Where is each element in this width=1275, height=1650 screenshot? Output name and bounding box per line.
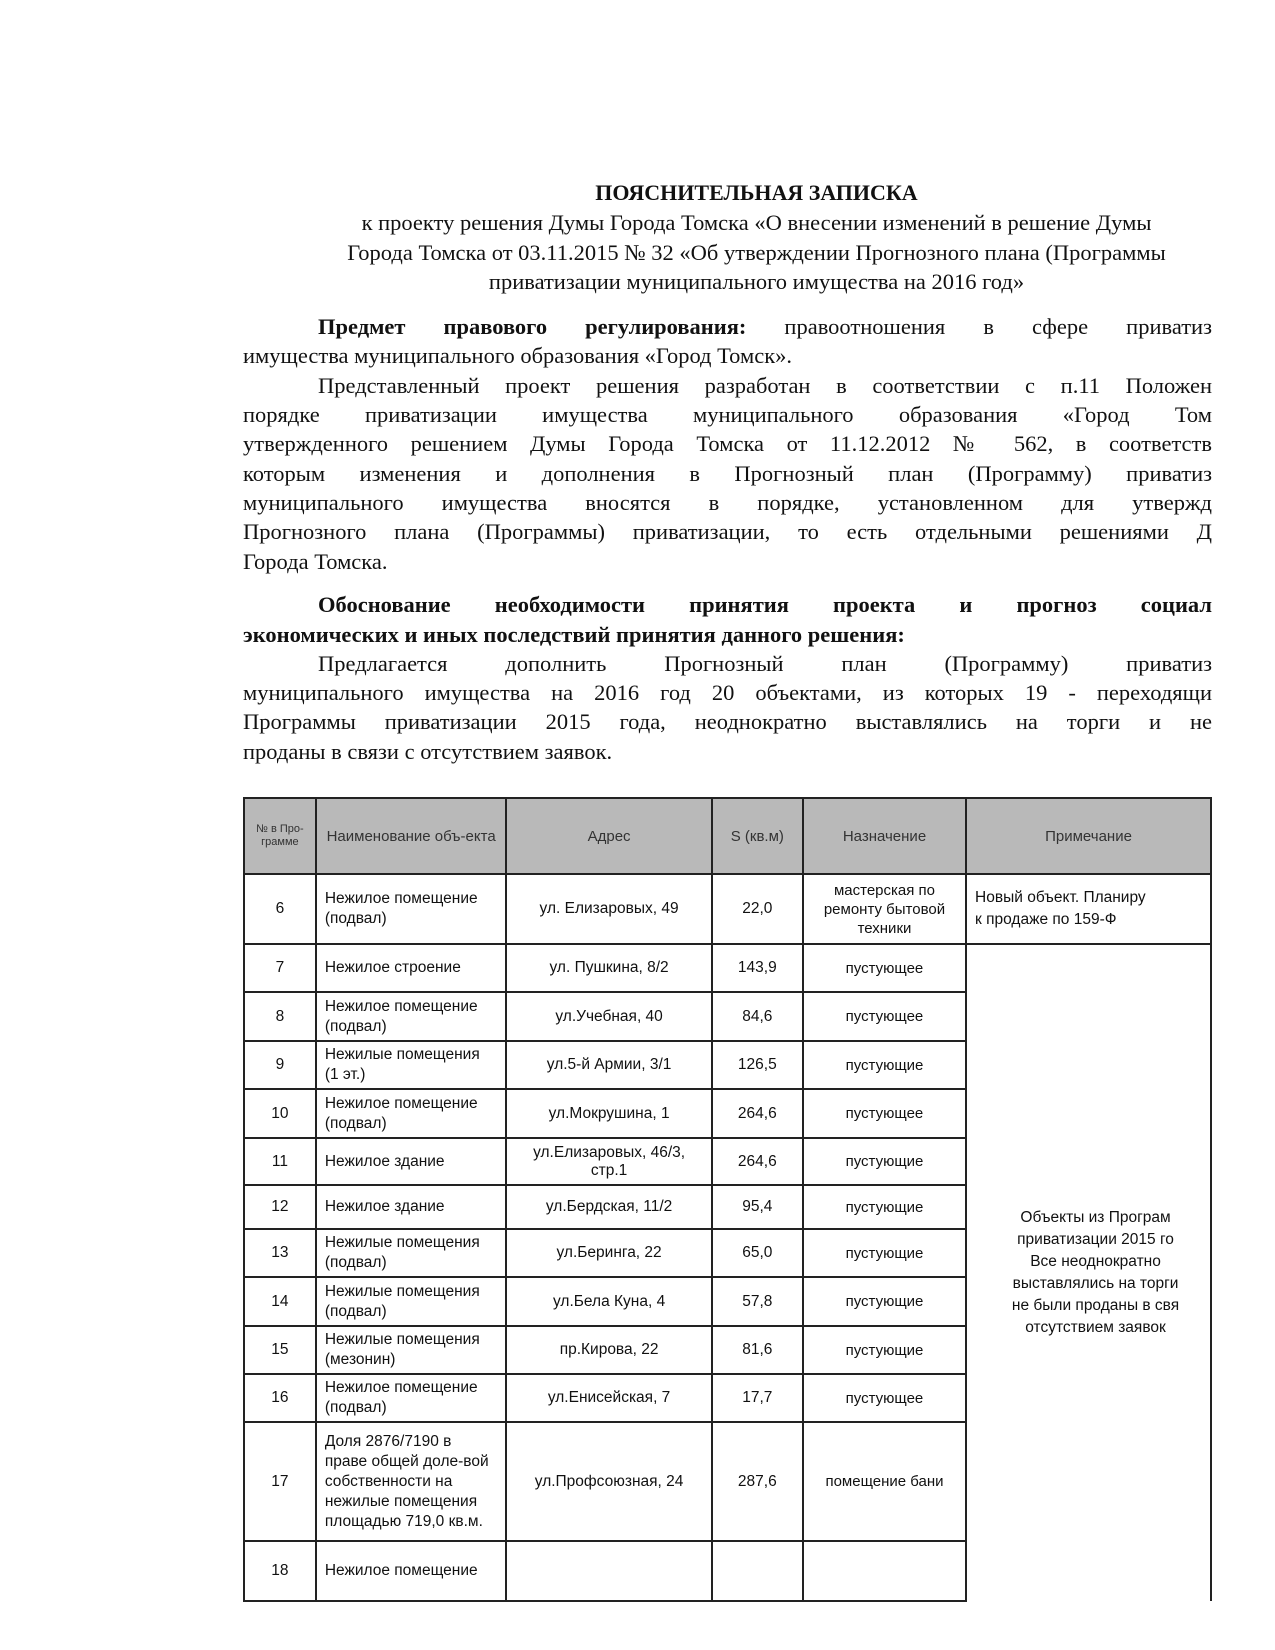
object-name: Нежилое помещение (подвал) <box>316 1089 507 1138</box>
object-name: Нежилые помещения (мезонин) <box>316 1326 507 1374</box>
address: ул.Учебная, 40 <box>506 992 711 1041</box>
address: ул.5-й Армии, 3/1 <box>506 1041 711 1089</box>
area: 95,4 <box>712 1185 803 1229</box>
text: правоотношения в сфере приватиз <box>746 314 1212 339</box>
header-number: № в Про-грамме <box>244 798 316 874</box>
purpose: пустующие <box>803 1326 966 1374</box>
header-purpose: Назначение <box>803 798 966 874</box>
area: 57,8 <box>712 1277 803 1326</box>
object-name: Нежилое помещение <box>316 1541 507 1601</box>
area: 264,6 <box>712 1089 803 1138</box>
address: ул. Елизаровых, 49 <box>506 874 711 944</box>
object-name: Нежилое помещение (подвал) <box>316 1374 507 1422</box>
paragraph-line: Прогнозного плана (Программы) приватизации, то есть отдельными решениями Д <box>243 519 1212 544</box>
paragraph-line: Программы приватизации 2015 года, неоднократно выставлялись на торги и не <box>243 709 1212 734</box>
purpose: пустующие <box>803 1229 966 1277</box>
purpose: пустующее <box>803 944 966 992</box>
paragraph-line: порядке приватизации имущества муниципального образования «Город Том <box>243 402 1212 427</box>
row-number: 6 <box>244 874 316 944</box>
subtitle-line: приватизации муниципального имущества на 2016 год» <box>488 269 1025 294</box>
object-name: Нежилое помещение (подвал) <box>316 874 507 944</box>
row-number: 15 <box>244 1326 316 1374</box>
paragraph-line: муниципального имущества на 2016 год 20 объектами, из которых 19 - переходящи <box>243 680 1212 705</box>
privatization-objects-table <box>243 797 1212 1602</box>
object-name: Нежилое помещение (подвал) <box>316 992 507 1041</box>
address: ул.Мокрушина, 1 <box>506 1089 711 1138</box>
purpose: пустующее <box>803 992 966 1041</box>
subject-heading: Предмет правового регулирования: <box>318 314 747 339</box>
area: 84,6 <box>712 992 803 1041</box>
object-name: Нежилое здание <box>316 1138 507 1185</box>
table-header-row <box>244 798 1211 874</box>
subtitle-line: к проекту решения Думы Города Томска «О внесении изменений в решение Думы <box>361 210 1152 235</box>
address: ул.Енисейская, 7 <box>506 1374 711 1422</box>
header-address: Адрес <box>506 798 711 874</box>
purpose: пустующие <box>803 1138 966 1185</box>
address: ул.Беринга, 22 <box>506 1229 711 1277</box>
note: Новый объект. Планиру к продаже по 159-Ф <box>966 874 1211 944</box>
purpose: помещение бани <box>803 1422 966 1541</box>
row-number: 13 <box>244 1229 316 1277</box>
paragraph-line: имущества муниципального образования «Город Томск». <box>243 343 793 368</box>
purpose: пустующие <box>803 1277 966 1326</box>
address: пр.Кирова, 22 <box>506 1326 711 1374</box>
area: 65,0 <box>712 1229 803 1277</box>
paragraph-line: проданы в связи с отсутствием заявок. <box>243 739 613 764</box>
object-name: Доля 2876/7190 в праве общей доле-вой собственности на нежилые помещения площадью 719,0 кв.м. <box>316 1422 507 1541</box>
purpose <box>803 1541 966 1601</box>
row-number: 14 <box>244 1277 316 1326</box>
purpose: мастерская по ремонту бытовой техники <box>803 874 966 944</box>
row-number: 12 <box>244 1185 316 1229</box>
purpose: пустующее <box>803 1374 966 1422</box>
table-row <box>244 944 1211 992</box>
purpose: пустующее <box>803 1089 966 1138</box>
area: 22,0 <box>712 874 803 944</box>
address: ул.Бела Куна, 4 <box>506 1277 711 1326</box>
object-name: Нежилое здание <box>316 1185 507 1229</box>
row-number: 8 <box>244 992 316 1041</box>
row-number: 17 <box>244 1422 316 1541</box>
paragraph-line: Города Томска. <box>243 549 388 574</box>
object-name: Нежилые помещения (подвал) <box>316 1277 507 1326</box>
paragraph-line: Предлагается дополнить Прогнозный план (Программу) приватиз <box>318 651 1212 676</box>
row-number: 16 <box>244 1374 316 1422</box>
object-name: Нежилые помещения (1 эт.) <box>316 1041 507 1089</box>
row-number: 7 <box>244 944 316 992</box>
area: 264,6 <box>712 1138 803 1185</box>
paragraph-line: муниципального имущества вносятся в порядке, установленном для утвержд <box>243 490 1212 515</box>
section-heading: Обоснование необходимости принятия проекта и прогноз социал <box>318 592 1212 617</box>
address: ул.Профсоюзная, 24 <box>506 1422 711 1541</box>
subtitle-line: Города Томска от 03.11.2015 № 32 «Об утверждении Прогнозного плана (Программы <box>347 240 1166 265</box>
paragraph-line: Представленный проект решения разработан в соответствии с п.11 Положен <box>318 373 1212 398</box>
area: 81,6 <box>712 1326 803 1374</box>
purpose: пустующие <box>803 1041 966 1089</box>
header-note: Примечание <box>966 798 1211 874</box>
address: ул.Бердская, 11/2 <box>506 1185 711 1229</box>
header-name: Наименование объ-екта <box>316 798 507 874</box>
area <box>712 1541 803 1601</box>
object-name: Нежилое строение <box>316 944 507 992</box>
area: 287,6 <box>712 1422 803 1541</box>
group-note: Объекты из Програм приватизации 2015 го Все неоднократно выставлялись на торги не были проданы в свя отсутствием заявок <box>966 944 1211 1601</box>
area: 17,7 <box>712 1374 803 1422</box>
paragraph-line <box>318 314 1212 340</box>
header-area: S (кв.м) <box>712 798 803 874</box>
row-number: 11 <box>244 1138 316 1185</box>
object-name: Нежилые помещения (подвал) <box>316 1229 507 1277</box>
row-number: 18 <box>244 1541 316 1601</box>
purpose: пустующие <box>803 1185 966 1229</box>
area: 126,5 <box>712 1041 803 1089</box>
address <box>506 1541 711 1601</box>
area: 143,9 <box>712 944 803 992</box>
address: ул. Пушкина, 8/2 <box>506 944 711 992</box>
document-title: ПОЯСНИТЕЛЬНАЯ ЗАПИСКА <box>595 180 918 205</box>
paragraph-line: которым изменения и дополнения в Прогнозный план (Программу) приватиз <box>243 461 1212 486</box>
table-row <box>244 874 1211 944</box>
address: ул.Елизаровых, 46/3, стр.1 <box>506 1138 711 1185</box>
paragraph-line: утвержденного решением Думы Города Томска от 11.12.2012 № 562, в соответств <box>243 431 1212 456</box>
section-heading: экономических и иных последствий принятия данного решения: <box>243 622 905 647</box>
row-number: 10 <box>244 1089 316 1138</box>
row-number: 9 <box>244 1041 316 1089</box>
